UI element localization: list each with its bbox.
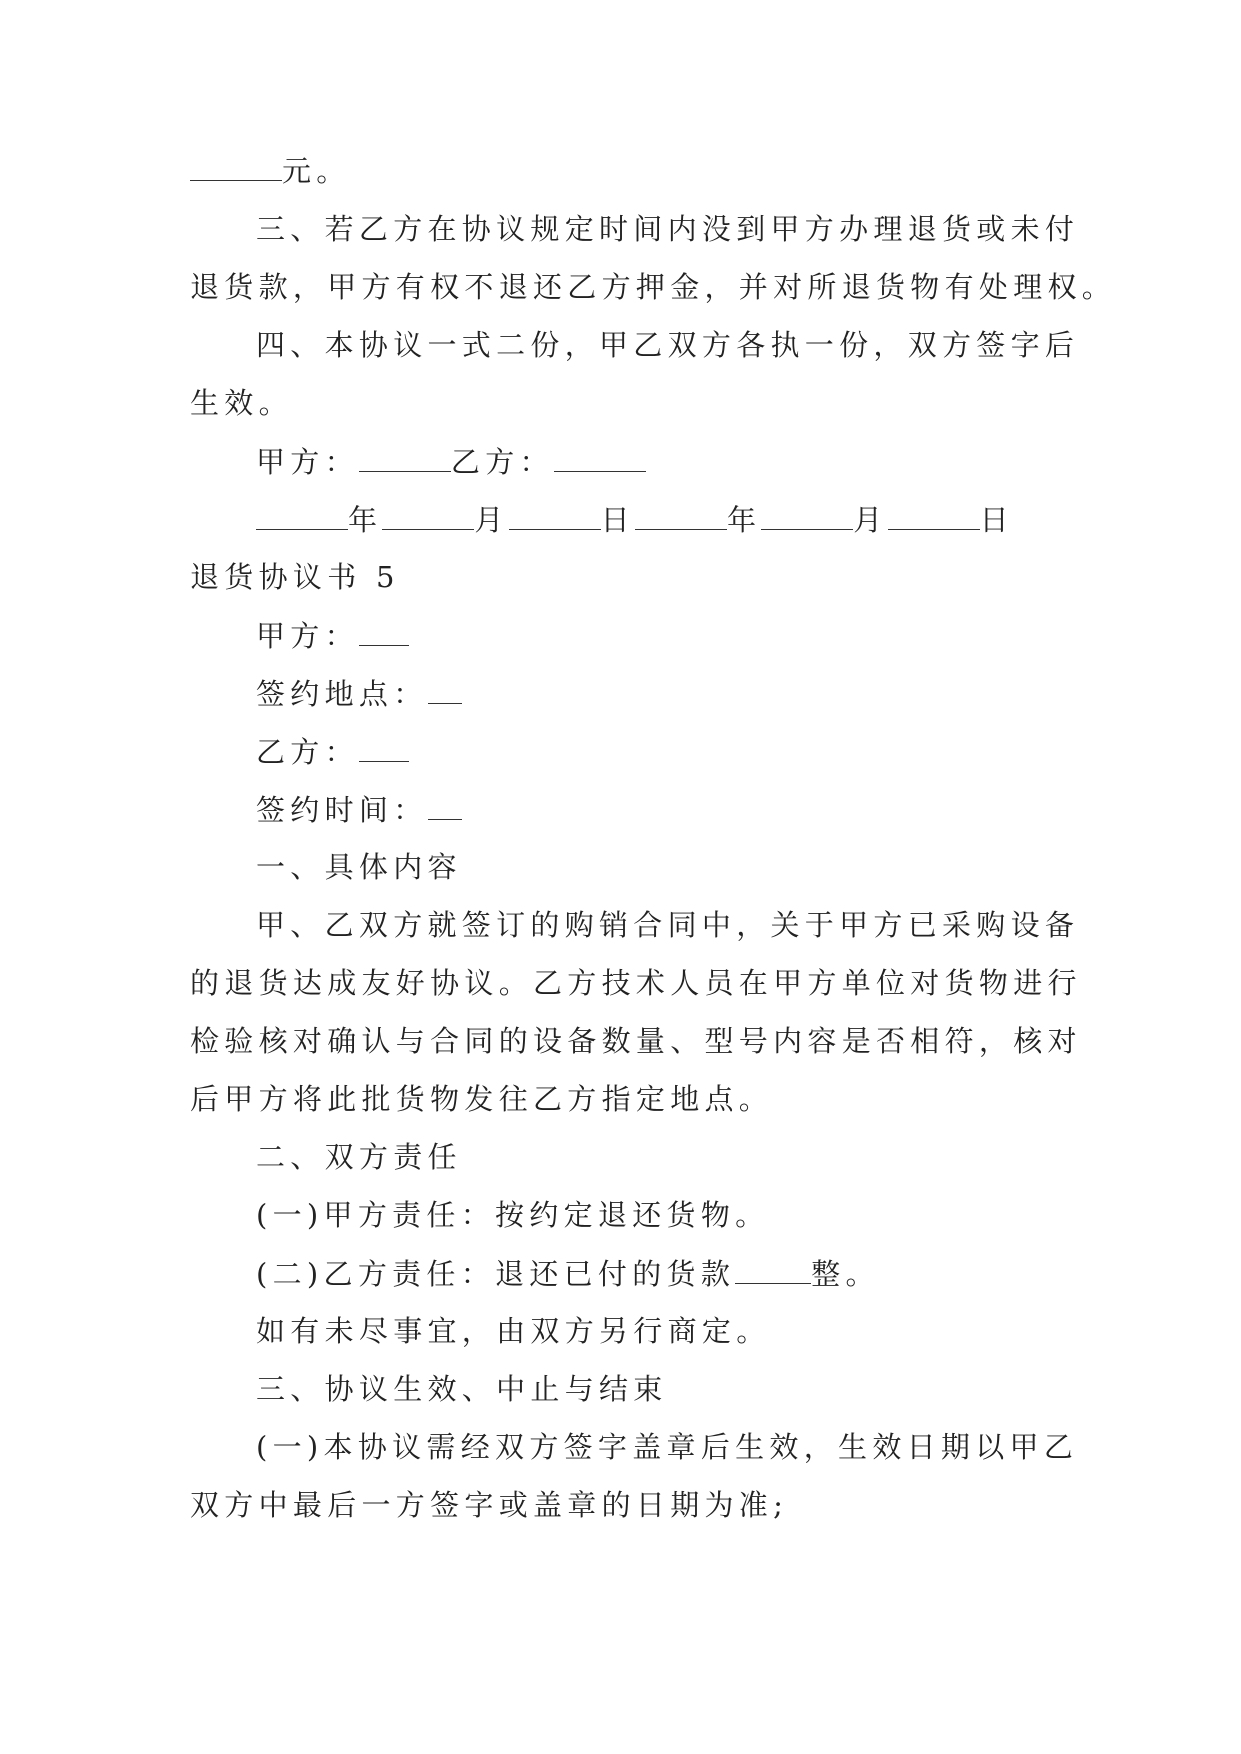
paragraph-content-line-2: 的退货达成友好协议。乙方技术人员在甲方单位对货物进行	[190, 966, 1082, 1000]
blank-underline	[359, 731, 409, 762]
paragraph-content-line-4: 后甲方将此批货物发往乙方指定地点。	[190, 1082, 774, 1116]
heading-specific-content: 一、具体内容	[256, 850, 462, 884]
signature-date-line: 年 月 日 年 月 日	[256, 499, 1136, 540]
responsibility-party-a: (一)甲方责任：按约定退还货物。	[256, 1198, 770, 1232]
paragraph-4-line-1: 四、本协议一式二份，甲乙双方各执一份，双方签字后	[256, 328, 1080, 362]
blank-underline	[635, 499, 727, 530]
heading-responsibilities: 二、双方责任	[256, 1140, 462, 1174]
field-signing-location: 签约地点：	[256, 673, 1136, 714]
blank-underline	[761, 499, 853, 530]
blank-underline	[554, 441, 646, 472]
text-line: 元。	[190, 150, 1070, 191]
heading-effect-termination: 三、协议生效、中止与结束	[256, 1372, 668, 1406]
section-title: 退货协议书 5	[190, 560, 400, 594]
clause-effective-line-2: 双方中最后一方签字或盖章的日期为准;	[190, 1488, 789, 1522]
blank-underline	[509, 499, 601, 530]
blank-underline	[382, 499, 474, 530]
paragraph-other-matters: 如有未尽事宜，由双方另行商定。	[256, 1314, 771, 1348]
paragraph-3-line-1: 三、若乙方在协议规定时间内没到甲方办理退货或未付	[256, 212, 1080, 246]
blank-underline	[428, 789, 462, 820]
clause-effective-line-1: (一)本协议需经双方签字盖章后生效，生效日期以甲乙	[256, 1430, 1079, 1464]
field-signing-time: 签约时间：	[256, 789, 1136, 830]
field-party-a: 甲方：	[256, 615, 1136, 656]
blank-underline	[735, 1253, 811, 1284]
signature-parties-line: 甲方： 乙方：	[256, 441, 1136, 482]
field-party-b: 乙方：	[256, 731, 1136, 772]
paragraph-content-line-1: 甲、乙双方就签订的购销合同中，关于甲方已采购设备	[256, 908, 1080, 942]
blank-underline	[359, 441, 451, 472]
blank-underline	[428, 673, 462, 704]
blank-underline	[359, 615, 409, 646]
blank-underline	[888, 499, 980, 530]
paragraph-4-line-2: 生效。	[190, 386, 293, 420]
paragraph-content-line-3: 检验核对确认与合同的设备数量、型号内容是否相符，核对	[190, 1024, 1082, 1058]
blank-underline	[256, 499, 348, 530]
paragraph-3-line-2: 退货款，甲方有权不退还乙方押金，并对所退货物有处理权。	[190, 270, 1117, 304]
blank-underline	[190, 150, 282, 181]
responsibility-party-b: (二)乙方责任：退还已付的货款 整。	[256, 1253, 1136, 1294]
